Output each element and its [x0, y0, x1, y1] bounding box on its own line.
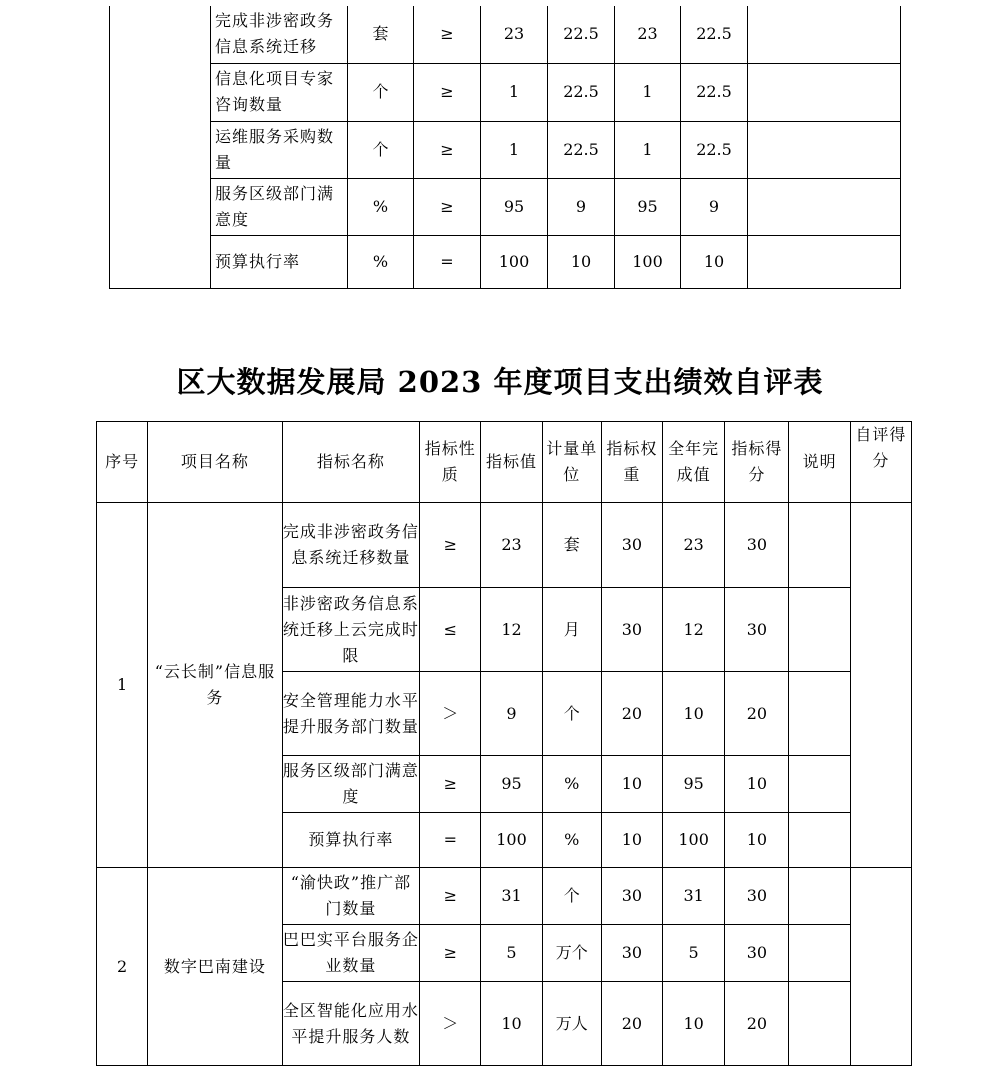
unit-cell: 万人: [542, 982, 601, 1066]
weight-cell: 10: [601, 756, 662, 813]
header-indicator: 指标名称: [282, 422, 420, 503]
table-row: [110, 235, 901, 288]
indicator-name: 全区智能化应用水平提升服务人数: [282, 982, 420, 1066]
value-cell: 22.5: [548, 121, 615, 178]
indicator-name: 预算执行率: [282, 813, 420, 868]
note-cell: [789, 756, 850, 813]
header-value: 指标值: [481, 422, 542, 503]
operator-cell: ≥: [414, 6, 481, 63]
table-row: [97, 503, 912, 588]
indicator-name: 完成非涉密政务信息系统迁移: [211, 6, 348, 63]
note-cell: [789, 925, 850, 982]
indicator-name: 非涉密政务信息系统迁移上云完成时限: [282, 588, 420, 672]
done-cell: 5: [663, 925, 725, 982]
value-cell: 22.5: [548, 63, 615, 121]
nature-cell: ≥: [420, 868, 481, 925]
value-cell: 100: [615, 235, 681, 288]
note-cell: [748, 178, 901, 235]
value-cell: 95: [481, 178, 548, 235]
value-cell: 23: [615, 6, 681, 63]
continuation-table: [109, 6, 901, 289]
value-cell: 95: [615, 178, 681, 235]
value-cell: 10: [681, 235, 748, 288]
self-score-cell: [850, 868, 911, 1066]
table-row: [110, 63, 901, 121]
note-cell: [789, 672, 850, 756]
project-name: 数字巴南建设: [148, 868, 282, 1066]
nature-cell: ≥: [420, 503, 481, 588]
weight-cell: 30: [601, 925, 662, 982]
value-cell: 1: [481, 63, 548, 121]
operator-cell: =: [414, 235, 481, 288]
indicator-name: 服务区级部门满意度: [211, 178, 348, 235]
nature-cell: ≥: [420, 925, 481, 982]
score-cell: 30: [725, 868, 789, 925]
table-row: [110, 121, 901, 178]
value-cell: 9: [681, 178, 748, 235]
note-cell: [789, 588, 850, 672]
table-row: [110, 6, 901, 63]
indicator-name: 运维服务采购数量: [211, 121, 348, 178]
unit-cell: 个: [542, 868, 601, 925]
unit-cell: %: [542, 813, 601, 868]
page-title: 区大数据发展局 2023 年度项目支出绩效自评表: [176, 365, 824, 399]
merged-cell: [110, 6, 211, 288]
weight-cell: 10: [601, 813, 662, 868]
score-cell: 20: [725, 672, 789, 756]
project-name: “云长制”信息服务: [148, 503, 282, 868]
unit-cell: 个: [542, 672, 601, 756]
score-cell: 20: [725, 982, 789, 1066]
header-project: 项目名称: [148, 422, 282, 503]
table-row: [97, 868, 912, 925]
indicator-name: 信息化项目专家咨询数量: [211, 63, 348, 121]
done-cell: 10: [663, 672, 725, 756]
note-cell: [789, 982, 850, 1066]
weight-cell: 20: [601, 982, 662, 1066]
project-seq: 1: [97, 503, 148, 868]
value-cell: 1: [615, 63, 681, 121]
indicator-name: 预算执行率: [211, 235, 348, 288]
value-cell: 9: [481, 672, 542, 756]
unit-cell: 月: [542, 588, 601, 672]
weight-cell: 20: [601, 672, 662, 756]
table-row: [110, 178, 901, 235]
header-seq: 序号: [97, 422, 148, 503]
unit-cell: 万个: [542, 925, 601, 982]
nature-cell: ＞: [420, 672, 481, 756]
header-unit: 计量单位: [542, 422, 601, 503]
indicator-name: 安全管理能力水平提升服务部门数量: [282, 672, 420, 756]
unit-cell: 个: [348, 63, 414, 121]
header-nature: 指标性质: [420, 422, 481, 503]
header-score: 指标得分: [725, 422, 789, 503]
unit-cell: %: [348, 178, 414, 235]
nature-cell: ≥: [420, 756, 481, 813]
operator-cell: ≥: [414, 121, 481, 178]
header-row: [97, 422, 912, 503]
value-cell: 23: [481, 6, 548, 63]
score-cell: 30: [725, 503, 789, 588]
score-cell: 30: [725, 588, 789, 672]
self-score-cell: [850, 503, 911, 868]
unit-cell: 个: [348, 121, 414, 178]
operator-cell: ≥: [414, 63, 481, 121]
indicator-name: “渝快政”推广部门数量: [282, 868, 420, 925]
unit-cell: %: [542, 756, 601, 813]
value-cell: 10: [481, 982, 542, 1066]
note-cell: [789, 868, 850, 925]
done-cell: 95: [663, 756, 725, 813]
header-done: 全年完成值: [663, 422, 725, 503]
header-note: 说明: [789, 422, 850, 503]
note-cell: [789, 503, 850, 588]
value-cell: 9: [548, 178, 615, 235]
operator-cell: ≥: [414, 178, 481, 235]
header-weight: 指标权重: [601, 422, 662, 503]
value-cell: 12: [481, 588, 542, 672]
value-cell: 100: [481, 235, 548, 288]
unit-cell: %: [348, 235, 414, 288]
value-cell: 100: [481, 813, 542, 868]
value-cell: 10: [548, 235, 615, 288]
nature-cell: ＞: [420, 982, 481, 1066]
evaluation-table: [96, 421, 912, 1066]
header-self-score: 自评得分: [850, 422, 911, 503]
indicator-name: 完成非涉密政务信息系统迁移数量: [282, 503, 420, 588]
value-cell: 22.5: [681, 121, 748, 178]
note-cell: [748, 235, 901, 288]
weight-cell: 30: [601, 588, 662, 672]
nature-cell: =: [420, 813, 481, 868]
unit-cell: 套: [348, 6, 414, 63]
value-cell: 31: [481, 868, 542, 925]
project-seq: 2: [97, 868, 148, 1066]
note-cell: [789, 813, 850, 868]
value-cell: 95: [481, 756, 542, 813]
score-cell: 30: [725, 925, 789, 982]
weight-cell: 30: [601, 868, 662, 925]
score-cell: 10: [725, 813, 789, 868]
value-cell: 22.5: [681, 6, 748, 63]
nature-cell: ≤: [420, 588, 481, 672]
done-cell: 100: [663, 813, 725, 868]
note-cell: [748, 63, 901, 121]
note-cell: [748, 121, 901, 178]
unit-cell: 套: [542, 503, 601, 588]
value-cell: 22.5: [681, 63, 748, 121]
value-cell: 22.5: [548, 6, 615, 63]
indicator-name: 巴巴实平台服务企业数量: [282, 925, 420, 982]
value-cell: 1: [615, 121, 681, 178]
value-cell: 23: [481, 503, 542, 588]
done-cell: 23: [663, 503, 725, 588]
done-cell: 31: [663, 868, 725, 925]
score-cell: 10: [725, 756, 789, 813]
done-cell: 12: [663, 588, 725, 672]
indicator-name: 服务区级部门满意度: [282, 756, 420, 813]
note-cell: [748, 6, 901, 63]
value-cell: 1: [481, 121, 548, 178]
done-cell: 10: [663, 982, 725, 1066]
weight-cell: 30: [601, 503, 662, 588]
value-cell: 5: [481, 925, 542, 982]
